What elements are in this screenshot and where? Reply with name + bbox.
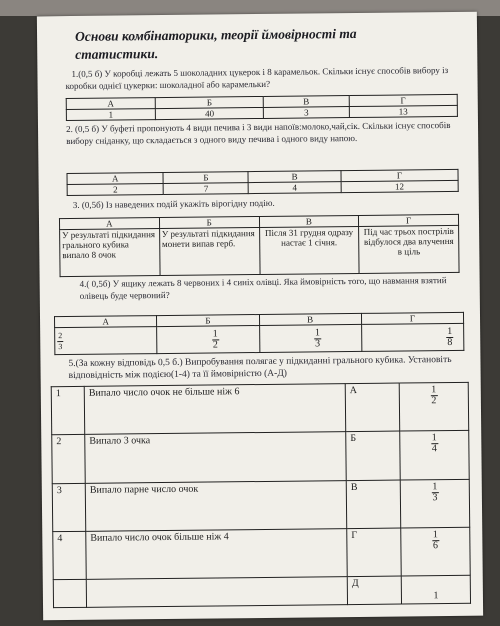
q4-option-b (157, 326, 260, 354)
q2-header-g: Г (341, 169, 458, 181)
q4-option-g (361, 323, 464, 351)
q5-row-3 (52, 479, 469, 532)
q2-header-v: В (248, 171, 340, 183)
question-4-answer-row (55, 323, 464, 354)
q4-b-numerator: 1 (212, 327, 218, 339)
question-4-text: 4.( 0,5б) У ящику лежать 8 червоних і 4 синіх олівці. Яка ймовірність того, що навмання взятий олівець буде червоний? (79, 275, 447, 301)
q5-row-1 (51, 382, 468, 435)
q4-header-g: Г (361, 312, 463, 324)
q1-answer-a: 1 (66, 109, 155, 121)
question-3-table (59, 214, 460, 277)
question-2-table (66, 169, 458, 196)
q5-row-4-event: Випало число очок більше ніж 4 (86, 528, 347, 579)
q4-v-numerator: 1 (314, 326, 320, 338)
q4-v-denominator: 3 (314, 337, 321, 349)
q4-header-a: А (54, 316, 156, 328)
q5-row-5-letter: Д (347, 576, 401, 604)
q5-row-3-denominator: 3 (432, 491, 438, 503)
q4-g-numerator: 1 (447, 325, 453, 337)
q5-row-2-numerator: 1 (431, 432, 437, 444)
title-line-2: статистики. (75, 46, 159, 62)
title-line-1: Основи комбінаторики, теорії ймовірності та (74, 25, 357, 44)
q4-b-denominator: 2 (212, 338, 218, 350)
q5-row-2-letter: Б (346, 431, 401, 480)
q3-header-b: Б (159, 217, 259, 229)
q5-row-4-letter: Г (347, 528, 402, 577)
q5-row-1-denominator: 2 (431, 395, 437, 407)
q5-row-3-letter: В (346, 480, 401, 529)
q5-row-5-probability: 1 (401, 575, 470, 604)
question-1-text: 1.(0,5 б) У коробці лежать 5 шоколадних цукерок і 8 карамельок. Скільки існує способів вибору із коробки однієї цукерки: шоколадної або карамельки? (65, 65, 449, 92)
q1-answer-b: 40 (155, 107, 263, 119)
q3-header-v: В (259, 215, 359, 227)
q1-answer-g: 13 (349, 105, 457, 117)
q1-answer-v: 3 (264, 107, 349, 119)
q3-option-g: Під час трьох пострілів відбулося два влучення в ціль (359, 225, 459, 273)
q2-header-a: А (67, 173, 163, 185)
q4-header-b: Б (157, 315, 259, 327)
q2-answer-g: 12 (341, 180, 458, 192)
q1-header-g: Г (349, 94, 457, 106)
q4-header-v: В (259, 313, 361, 325)
worksheet-paper (37, 12, 483, 621)
q2-answer-a: 2 (67, 184, 163, 196)
q5-row-1-number: 1 (51, 386, 85, 435)
question-1-table (66, 94, 458, 121)
question-5-text: 5.(За кожну відповідь 0,5 б.) Випробування полягає у підкиданні грального кубика. Установіть відповідність між подією(1-4) та її ймовірністю (А-Д) (68, 354, 452, 382)
q5-row-4-probability (401, 527, 471, 576)
q1-header-v: В (264, 96, 349, 108)
q4-a-denominator: 3 (58, 341, 63, 351)
q2-answer-b: 7 (163, 183, 248, 195)
q3-option-a: У результаті підкидання грального кубика випало 8 очок (60, 229, 160, 277)
q3-header-g: Г (359, 214, 459, 226)
q3-option-b: У результаті підкидання монети випав герб. (159, 228, 259, 276)
q2-answer-v: 4 (249, 182, 341, 194)
q3-header-a: А (59, 218, 159, 230)
q5-row-3-probability (400, 479, 470, 528)
question-4-table (54, 312, 464, 355)
q1-header-a: А (66, 98, 155, 110)
q5-row-5-number (53, 579, 86, 607)
q5-row-4-numerator: 1 (432, 528, 438, 541)
q5-row-5 (53, 575, 470, 607)
q5-row-2-event: Випало 3 очка (85, 432, 346, 483)
worksheet-title (75, 25, 375, 64)
q5-row-3-number: 3 (52, 483, 86, 532)
q4-option-v (259, 324, 362, 352)
q5-row-1-numerator: 1 (431, 384, 437, 396)
q5-row-5-event (86, 577, 347, 608)
q1-header-b: Б (155, 96, 263, 108)
q5-row-1-letter: А (345, 383, 400, 432)
q5-row-4-denominator: 6 (432, 539, 438, 552)
q4-a-numerator: 2 (57, 331, 63, 342)
q2-header-b: Б (163, 172, 248, 184)
q5-row-3-event: Випало парне число очок (85, 480, 346, 531)
q4-option-a (55, 327, 158, 355)
question-3-answer-row (60, 225, 459, 276)
q5-row-1-probability (399, 382, 469, 431)
q5-row-3-numerator: 1 (432, 480, 438, 492)
q5-row-2-denominator: 4 (431, 443, 437, 455)
q5-row-4-number: 4 (53, 531, 87, 580)
question-2-text: 2. (0,5 б) У буфеті пропонують 4 види печива і 3 види напоїв:молоко,чай,сік. Скільки існує способів вибору сніданку, що складається з одного виду печива і одного виду напою. (65, 119, 451, 147)
q5-row-2 (52, 431, 469, 484)
q5-row-4 (53, 527, 470, 580)
q3-option-v: Після 31 грудня одразу настає 1 січня. (259, 226, 359, 274)
q5-row-2-number: 2 (52, 435, 86, 484)
question-5-matching-table (51, 382, 471, 608)
q5-row-2-probability (400, 431, 470, 480)
question-3-text: 3. (0,5б) Із наведених подій укажіть вірогідну подію. (72, 197, 275, 210)
q4-g-denominator: 8 (447, 336, 453, 348)
q5-row-1-event: Випало число очок не більше ніж 6 (84, 384, 345, 435)
